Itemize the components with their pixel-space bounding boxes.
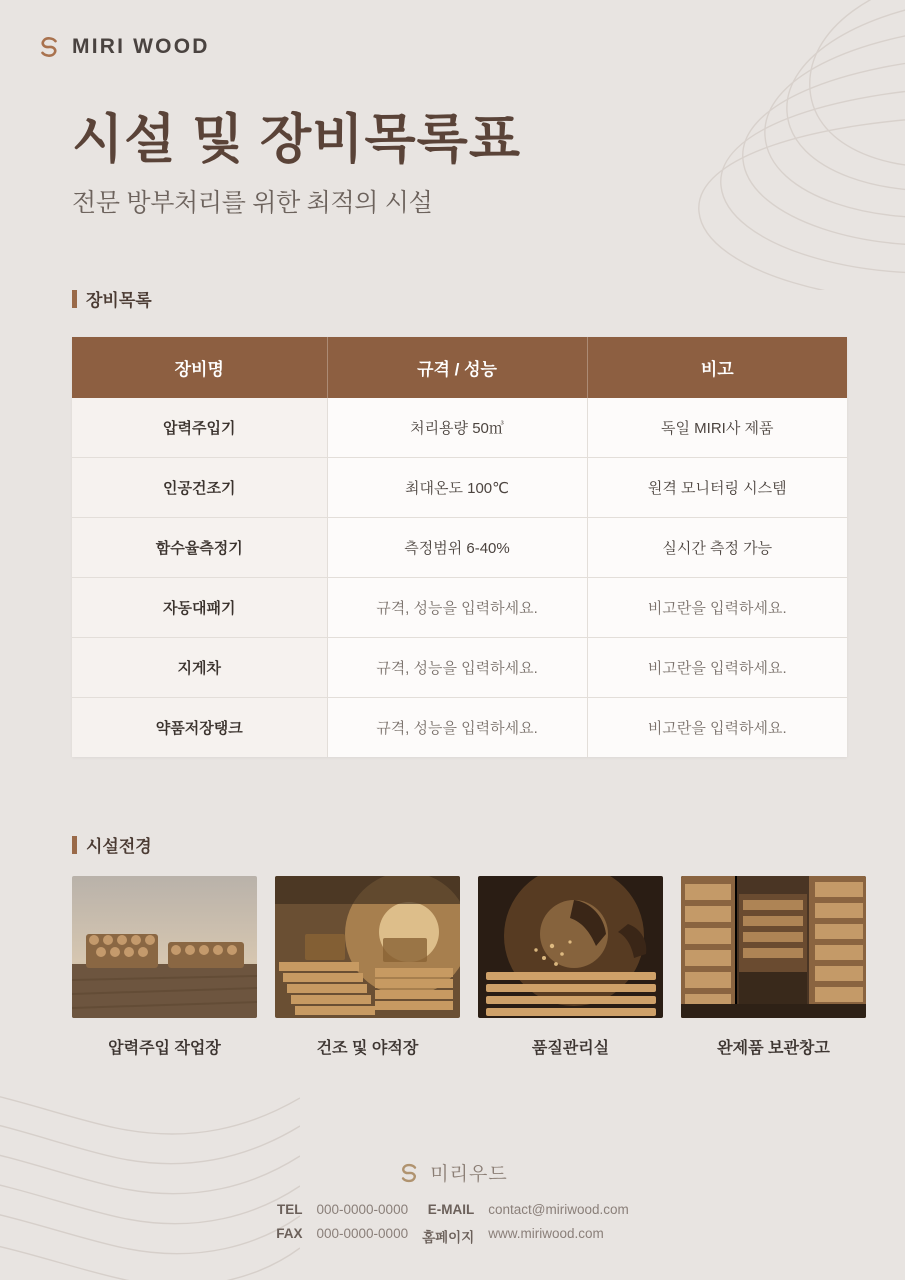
cell-equipment-name: 약품저장탱크	[72, 698, 327, 758]
page-footer	[0, 1159, 905, 1246]
table-row	[72, 398, 847, 458]
facility-section-heading	[72, 832, 152, 857]
miri-spiral-icon	[397, 1161, 421, 1185]
cell-equipment-spec: 처리용량 50㎥	[327, 398, 587, 458]
facility-section-label: 시설전경	[86, 837, 152, 856]
cell-equipment-spec: 규격, 성능을 입력하세요.	[327, 578, 587, 638]
photo-finished-goods-warehouse	[681, 876, 866, 1018]
log-yard-image	[72, 876, 257, 1018]
cell-equipment-note: 비고란을 입력하세요.	[587, 578, 847, 638]
fax-label: FAX	[276, 1226, 303, 1241]
page-title: 시설 및 장비목록표	[72, 110, 522, 169]
cell-equipment-name: 자동대패기	[72, 578, 327, 638]
cell-equipment-name: 함수율측정기	[72, 518, 327, 578]
cell-equipment-spec: 규격, 성능을 입력하세요.	[327, 698, 587, 758]
table-row	[72, 638, 847, 698]
warehouse-image	[681, 876, 866, 1018]
quality-control-image	[478, 876, 663, 1018]
brand-logo-text: MIRI WOOD	[72, 35, 210, 58]
cell-equipment-note: 독일 MIRI사 제품	[587, 398, 847, 458]
footer-logo-text: 미리우드	[430, 1164, 508, 1185]
gallery-item	[478, 876, 663, 1058]
fax-value: 000-0000-0000	[316, 1226, 409, 1241]
topographic-lines-top-right	[615, 0, 905, 290]
gallery-item	[275, 876, 460, 1058]
cell-equipment-note: 실시간 측정 가능	[587, 518, 847, 578]
page-title-block	[72, 110, 521, 219]
equipment-table-head	[72, 337, 847, 398]
gallery-caption: 압력주입 작업장	[108, 1040, 221, 1057]
equipment-table	[72, 337, 847, 757]
tel-value: 000-0000-0000	[316, 1202, 409, 1217]
table-row	[72, 458, 847, 518]
cell-equipment-name: 인공건조기	[72, 458, 327, 518]
gallery-caption: 완제품 보관창고	[717, 1040, 830, 1057]
cell-equipment-spec: 측정범위 6-40%	[327, 518, 587, 578]
equipment-section-label: 장비목록	[86, 291, 152, 310]
column-header-name: 장비명	[72, 337, 327, 398]
cell-equipment-note: 원격 모니터링 시스템	[587, 458, 847, 518]
cell-equipment-name: 지게차	[72, 638, 327, 698]
section-accent-bar	[72, 290, 77, 308]
cell-equipment-name: 압력주입기	[72, 398, 327, 458]
gallery-caption: 건조 및 야적장	[316, 1040, 419, 1057]
photo-quality-control-room	[478, 876, 663, 1018]
cell-equipment-note: 비고란을 입력하세요.	[587, 638, 847, 698]
table-row	[72, 578, 847, 638]
table-row	[72, 518, 847, 578]
photo-log-yard	[72, 876, 257, 1018]
brand-logo	[36, 34, 210, 60]
gallery-item	[72, 876, 257, 1058]
column-header-note: 비고	[587, 337, 847, 398]
equipment-table-body	[72, 398, 847, 757]
table-header-row	[72, 337, 847, 398]
table-row	[72, 698, 847, 758]
email-label: E-MAIL	[427, 1202, 475, 1217]
column-header-spec: 규격 / 성능	[327, 337, 587, 398]
equipment-section-heading	[72, 286, 152, 311]
photo-drying-yard	[275, 876, 460, 1018]
section-accent-bar	[72, 836, 77, 854]
cell-equipment-note: 비고란을 입력하세요.	[647, 720, 787, 737]
homepage-label: 홈페이지	[422, 1230, 475, 1245]
facility-gallery	[72, 876, 847, 1058]
miri-spiral-icon	[36, 34, 62, 60]
page-subtitle: 전문 방부처리를 위한 최적의 시설	[72, 189, 433, 218]
cell-equipment-spec: 최대온도 100℃	[327, 458, 587, 518]
homepage-value[interactable]: www.miriwood.com	[488, 1226, 604, 1241]
cell-equipment-spec: 규격, 성능을 입력하세요.	[327, 638, 587, 698]
gallery-caption: 품질관리실	[531, 1040, 610, 1057]
footer-contact-grid	[276, 1202, 629, 1246]
gallery-item	[681, 876, 866, 1058]
drying-yard-image	[275, 876, 460, 1018]
tel-label: TEL	[277, 1202, 303, 1217]
footer-logo	[397, 1159, 507, 1186]
email-value[interactable]: contact@miriwood.com	[488, 1202, 629, 1217]
